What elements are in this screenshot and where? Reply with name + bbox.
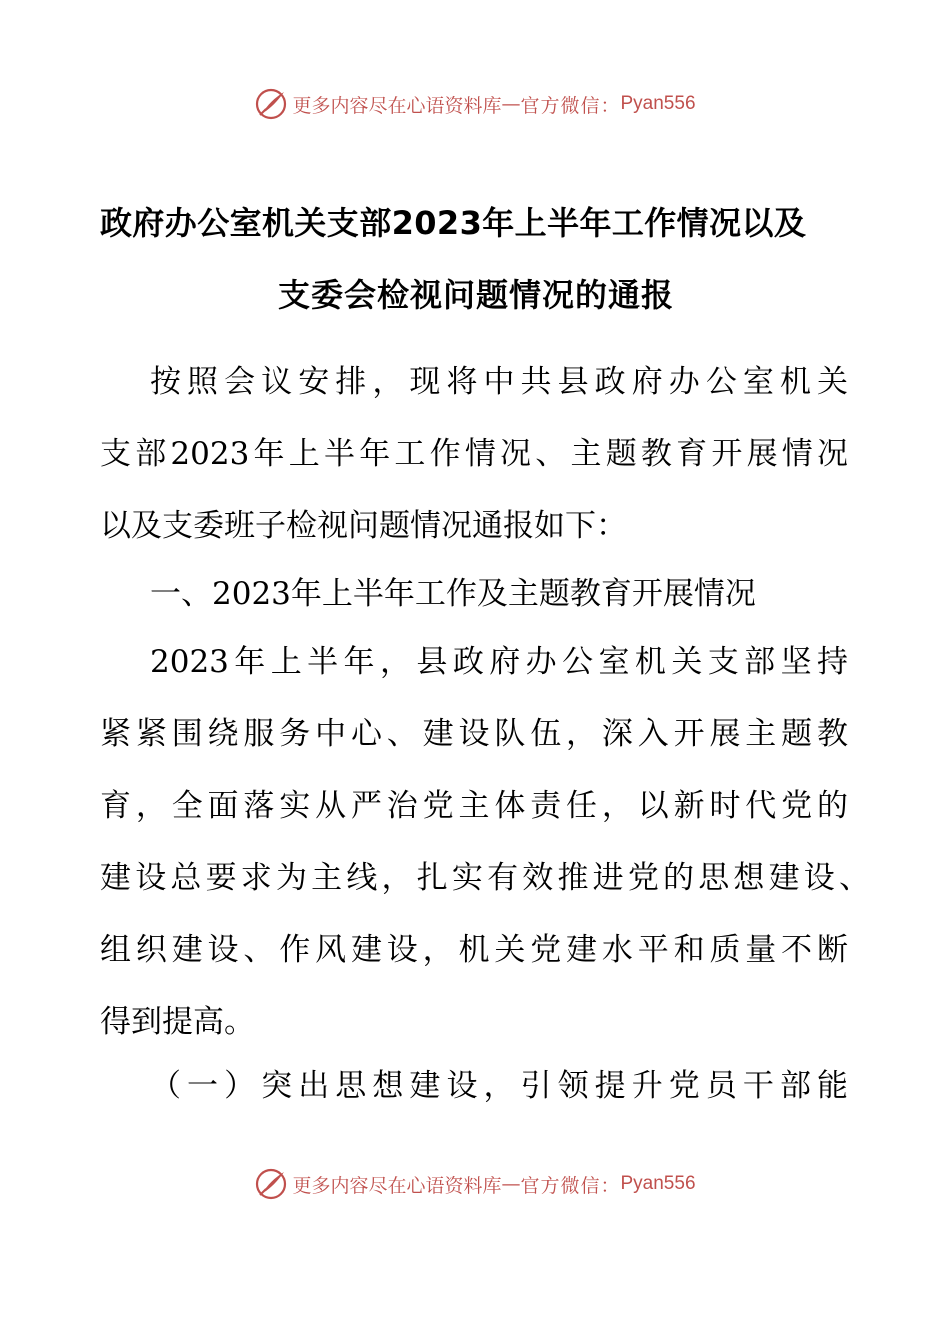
paragraph-1-line-3: 以及支委班子检视问题情况通报如下： <box>100 508 627 544</box>
banner-brand: 更多内容尽在心语资料库 <box>292 94 502 117</box>
heading-1-text: 一、2023年上半年工作及主题教育开展情况 <box>150 576 756 612</box>
banner-handle: Pyan556 <box>620 93 696 114</box>
paragraph-2-line-4: 建设总要求为主线，扎实有效推进党的思想建设、 <box>100 860 870 896</box>
quill-logo-icon <box>254 1167 288 1201</box>
paragraph-1-line-1: 按照会议安排，现将中共县政府办公室机关 <box>150 364 848 400</box>
paragraph-2-line-2: 紧紧围绕服务中心、建设队伍，深入开展主题教 <box>100 716 848 752</box>
banner-dash: — <box>501 1173 521 1195</box>
document-title-line-1: 政府办公室机关支部2023年上半年工作情况以及 <box>100 204 807 242</box>
header-banner <box>0 84 950 124</box>
footer-banner <box>0 1164 950 1204</box>
paragraph-2-line-1: 2023年上半年，县政府办公室机关支部坚持 <box>150 644 848 680</box>
heading-2-text: （一）突出思想建设，引领提升党员干部能 <box>150 1068 848 1104</box>
banner-dash: — <box>501 93 521 115</box>
banner-wechat-label: 官方微信： <box>520 1174 621 1197</box>
banner-wechat-label: 官方微信： <box>520 94 621 117</box>
document-body <box>100 346 870 562</box>
banner-handle: Pyan556 <box>620 1173 696 1194</box>
section-heading-2 <box>100 1050 870 1122</box>
paragraph-2-line-5: 组织建设、作风建设，机关党建水平和质量不断 <box>100 932 848 968</box>
paragraph-2-line-6: 得到提高。 <box>100 1004 255 1040</box>
document-title-line-2: 支委会检视问题情况的通报 <box>277 276 674 314</box>
paragraph-2 <box>100 626 870 1058</box>
quill-logo-icon <box>254 87 288 121</box>
paragraph-1-line-2: 支部2023年上半年工作情况、主题教育开展情况 <box>100 436 848 472</box>
paragraph-2-line-3: 育，全面落实从严治党主体责任，以新时代党的 <box>100 788 848 824</box>
section-heading-1 <box>100 558 870 630</box>
banner-brand: 更多内容尽在心语资料库 <box>292 1174 502 1197</box>
